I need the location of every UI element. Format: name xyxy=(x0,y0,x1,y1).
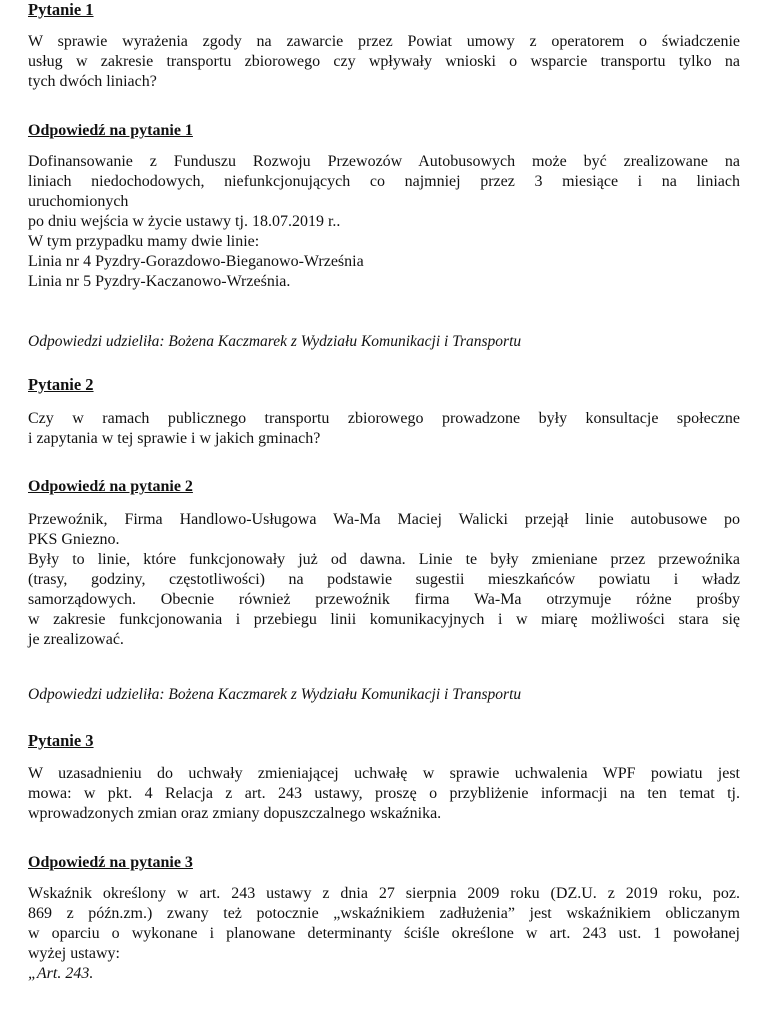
text-line: Wskaźnik określony w art. 243 ustawy z dnia 27 sierpnia 2009 roku (DZ.U. z 2019 roku, poz. xyxy=(28,885,740,902)
text-line: W uzasadnieniu do uchwały zmieniającej uchwałę w sprawie uchwalenia WPF powiatu jest xyxy=(28,765,740,782)
text-line: Linia nr 4 Pyzdry-Gorazdowo-Bieganowo-Września xyxy=(28,253,364,270)
answer-2-text xyxy=(28,510,740,650)
answer-2-credit: Odpowiedzi udzieliła: Bożena Kaczmarek z Wydziału Komunikacji i Transportu xyxy=(28,686,522,703)
text-line: mowa: w pkt. 4 Relacja z art. 243 ustawy, proszę o przybliżenie informacji na ten temat tj. xyxy=(28,785,740,802)
text-line: Linia nr 5 Pyzdry-Kaczanowo-Września. xyxy=(28,273,291,290)
question-2-text xyxy=(28,409,740,449)
text-line: je zrealizować. xyxy=(28,631,124,648)
text-line: tych dwóch liniach? xyxy=(28,73,157,90)
question-3-title: Pytanie 3 xyxy=(28,731,94,750)
text-line: Czy w ramach publicznego transportu zbiorowego prowadzone były konsultacje społeczne xyxy=(28,410,740,427)
text-line: w zakresie funkcjonowania i przebiegu linii komunikacyjnych i w miarę możliwości stara się xyxy=(28,611,740,628)
answer-2-title: Odpowiedź na pytanie 2 xyxy=(28,478,193,495)
question-1-text xyxy=(28,32,740,92)
text-line: W sprawie wyrażenia zgody na zawarcie przez Powiat umowy z operatorem o świadczenie xyxy=(28,33,740,50)
text-line: w oparciu o wykonane i planowane determinanty ściśle określone w art. 243 ust. 1 powołanej xyxy=(28,925,740,942)
question-2-title: Pytanie 2 xyxy=(28,375,94,394)
text-line: wyżej ustawy: xyxy=(28,945,120,962)
text-line: usług w zakresie transportu zbiorowego czy wpływały wnioski o wsparcie transportu tylko na xyxy=(28,53,740,70)
text-line: PKS Gniezno. xyxy=(28,531,120,548)
answer-1-credit: Odpowiedzi udzieliła: Bożena Kaczmarek z Wydziału Komunikacji i Transportu xyxy=(28,333,522,350)
text-line: W tym przypadku mamy dwie linie: xyxy=(28,233,260,250)
text-line: samorządowych. Obecnie również przewoźnik firma Wa-Ma otrzymuje różne prośby xyxy=(28,591,740,608)
question-3-text xyxy=(28,764,740,824)
answer-1-text xyxy=(28,152,740,292)
text-line: 869 z późn.zm.) zwany też potocznie „wskaźnikiem zadłużenia” jest wskaźnikiem obliczanym xyxy=(28,905,740,922)
answer-3-title: Odpowiedź na pytanie 3 xyxy=(28,854,193,871)
question-1-title: Pytanie 1 xyxy=(28,0,94,19)
text-line: Były to linie, które funkcjonowały już od dawna. Linie te były zmieniane przez przewoźnika xyxy=(28,551,740,568)
answer-3-text xyxy=(28,884,740,984)
text-line: uruchomionych xyxy=(28,193,129,210)
text-line: (trasy, godziny, częstotliwości) na podstawie sugestii mieszkańców powiatu i władz xyxy=(28,571,740,588)
quote-line: „Art. 243. xyxy=(28,965,94,982)
text-line: liniach niedochodowych, niefunkcjonujących co najmniej przez 3 miesiące i na liniach xyxy=(28,173,740,190)
text-line: Przewoźnik, Firma Handlowo-Usługowa Wa-Ma Maciej Walicki przejął linie autobusowe po xyxy=(28,511,740,528)
text-line: Dofinansowanie z Funduszu Rozwoju Przewozów Autobusowych może być zrealizowane na xyxy=(28,153,740,170)
text-line: i zapytania w tej sprawie i w jakich gminach? xyxy=(28,430,321,447)
answer-1-title: Odpowiedź na pytanie 1 xyxy=(28,122,193,139)
text-line: wprowadzonych zmian oraz zmiany dopuszczalnego wskaźnika. xyxy=(28,805,442,822)
text-line: po dniu wejścia w życie ustawy tj. 18.07.2019 r.. xyxy=(28,213,341,230)
